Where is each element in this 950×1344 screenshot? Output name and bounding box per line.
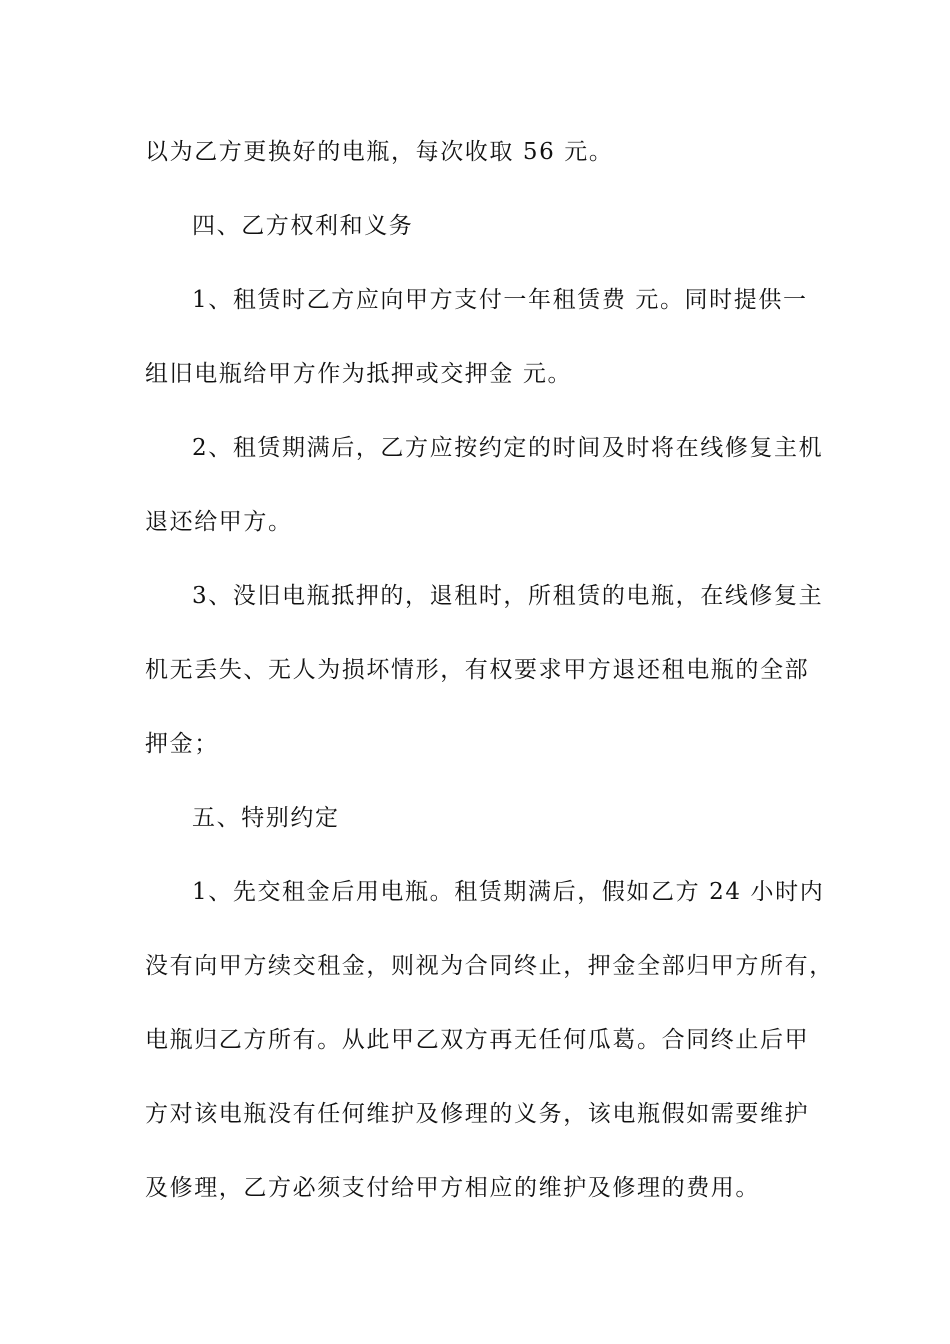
paragraph-line: 及修理，乙方必须支付给甲方相应的维护及修理的费用。	[145, 1175, 760, 1201]
section-heading-party-b-rights: 四、乙方权利和义务	[192, 213, 414, 239]
paragraph-line: 3、没旧电瓶抵押的，退租时，所租赁的电瓶，在线修复主	[192, 583, 824, 609]
paragraph-line: 电瓶归乙方所有。从此甲乙双方再无任何瓜葛。合同终止后甲	[145, 1027, 810, 1053]
paragraph-line: 机无丢失、无人为损坏情形，有权要求甲方退还租电瓶的全部	[145, 657, 810, 683]
section-heading-special-agreement: 五、特别约定	[192, 805, 340, 831]
paragraph-line-continuation: 以为乙方更换好的电瓶，每次收取 56 元。	[145, 139, 614, 165]
paragraph-line: 退还给甲方。	[145, 509, 293, 535]
paragraph-line: 1、租赁时乙方应向甲方支付一年租赁费 元。同时提供一	[192, 287, 808, 313]
paragraph-line: 没有向甲方续交租金，则视为合同终止，押金全部归甲方所有，	[145, 953, 834, 979]
paragraph-line: 方对该电瓶没有任何维护及修理的义务，该电瓶假如需要维护	[145, 1101, 810, 1127]
paragraph-line: 押金；	[145, 731, 219, 757]
paragraph-line: 2、租赁期满后，乙方应按约定的时间及时将在线修复主机	[192, 435, 824, 461]
paragraph-line: 1、先交租金后用电瓶。租赁期满后，假如乙方 24 小时内	[192, 879, 825, 905]
paragraph-line: 组旧电瓶给甲方作为抵押或交押金 元。	[145, 361, 573, 387]
